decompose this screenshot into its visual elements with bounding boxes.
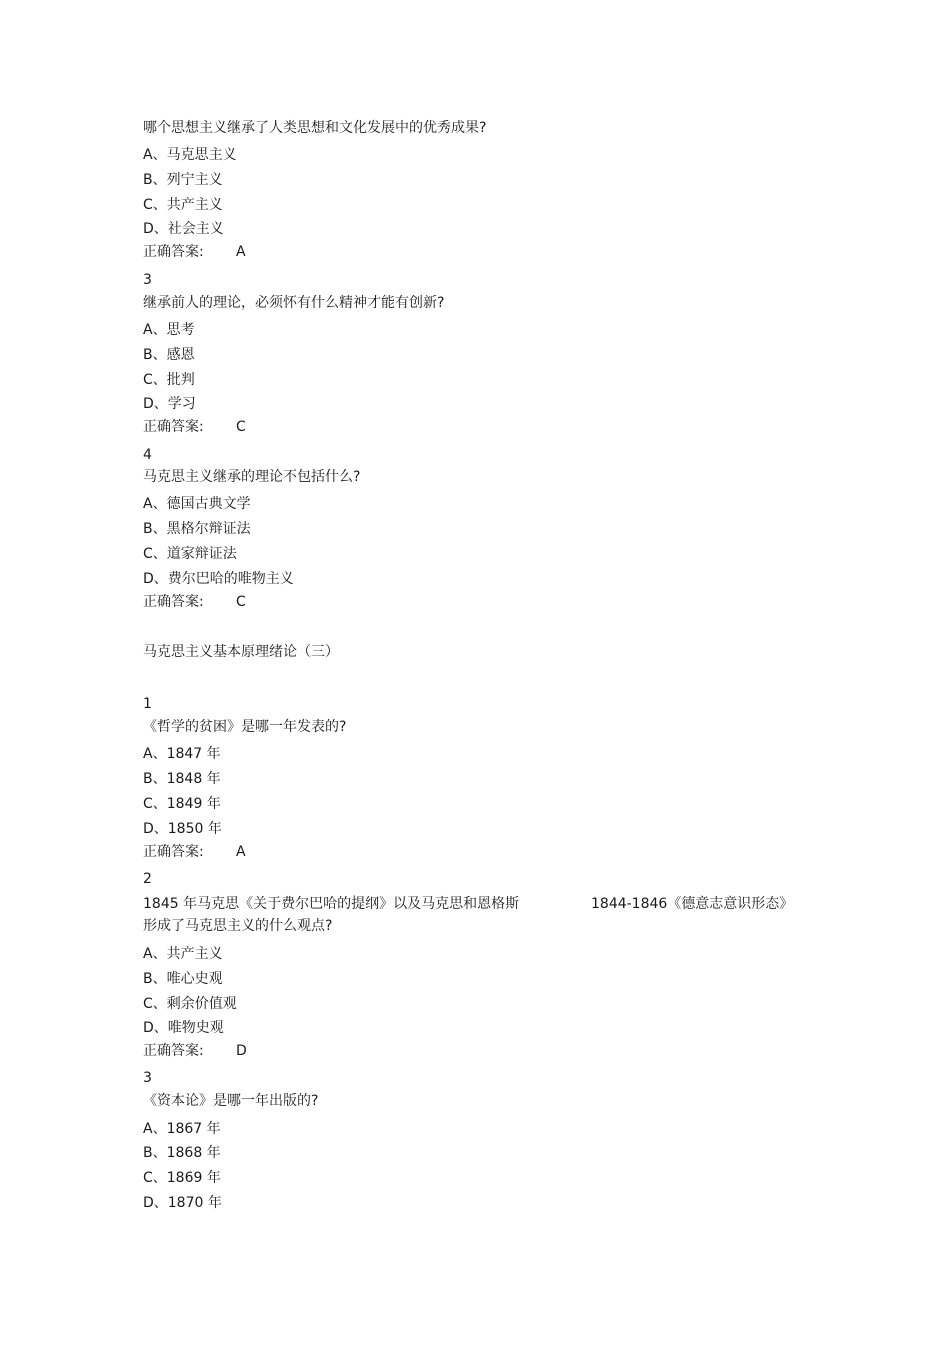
option-b: B、列宁主义 (143, 172, 223, 188)
option-b: B、黑格尔辩证法 (143, 521, 251, 537)
option-c: C、道家辩证法 (143, 546, 237, 562)
question-text-line2: 形成了马克思主义的什么观点? (143, 918, 333, 934)
answer-value: A (236, 844, 246, 860)
option-d: D、学习 (143, 396, 196, 412)
question-text-line1-right: 1844-1846《德意志意识形态》 (591, 896, 794, 912)
option-d: D、1850 年 (143, 821, 222, 837)
option-a: A、德国古典文学 (143, 496, 251, 512)
option-d: D、唯物史观 (143, 1020, 224, 1036)
option-b: B、1868 年 (143, 1145, 221, 1161)
option-a: A、思考 (143, 322, 195, 338)
answer-value: A (236, 244, 246, 260)
answer-value: C (236, 419, 246, 435)
question-text: 马克思主义继承的理论不包括什么? (143, 469, 361, 485)
option-c: C、1849 年 (143, 796, 221, 812)
option-d: D、1870 年 (143, 1195, 222, 1211)
answer-label: 正确答案: (143, 419, 204, 435)
answer-label: 正确答案: (143, 844, 204, 860)
question-number: 3 (143, 1070, 152, 1086)
option-a: A、共产主义 (143, 946, 223, 962)
question-number: 2 (143, 871, 152, 887)
option-d: D、费尔巴哈的唯物主义 (143, 571, 294, 587)
option-b: B、唯心史观 (143, 971, 223, 987)
answer-label: 正确答案: (143, 244, 204, 260)
option-a: A、1847 年 (143, 746, 221, 762)
question-number: 4 (143, 447, 152, 463)
question-text: 《资本论》是哪一年出版的? (143, 1093, 319, 1109)
option-d: D、社会主义 (143, 221, 224, 237)
option-b: B、1848 年 (143, 771, 221, 787)
option-b: B、感恩 (143, 347, 195, 363)
answer-label: 正确答案: (143, 1043, 204, 1059)
question-number: 3 (143, 272, 152, 288)
answer-value: C (236, 594, 246, 610)
answer-value: D (236, 1043, 247, 1059)
question-number: 1 (143, 696, 152, 712)
option-c: C、共产主义 (143, 197, 223, 213)
option-a: A、马克思主义 (143, 147, 237, 163)
question-text: 《哲学的贫困》是哪一年发表的? (143, 719, 347, 735)
section-title: 马克思主义基本原理绪论（三） (143, 644, 339, 660)
option-c: C、批判 (143, 372, 195, 388)
question-text: 哪个思想主义继承了人类思想和文化发展中的优秀成果? (143, 120, 487, 136)
question-text: 继承前人的理论，必须怀有什么精神才能有创新? (143, 295, 445, 311)
option-a: A、1867 年 (143, 1121, 221, 1137)
question-text-line1: 1845 年马克思《关于费尔巴哈的提纲》以及马克思和恩格斯 (143, 896, 520, 912)
option-c: C、1869 年 (143, 1170, 221, 1186)
answer-label: 正确答案: (143, 594, 204, 610)
option-c: C、剩余价值观 (143, 996, 237, 1012)
